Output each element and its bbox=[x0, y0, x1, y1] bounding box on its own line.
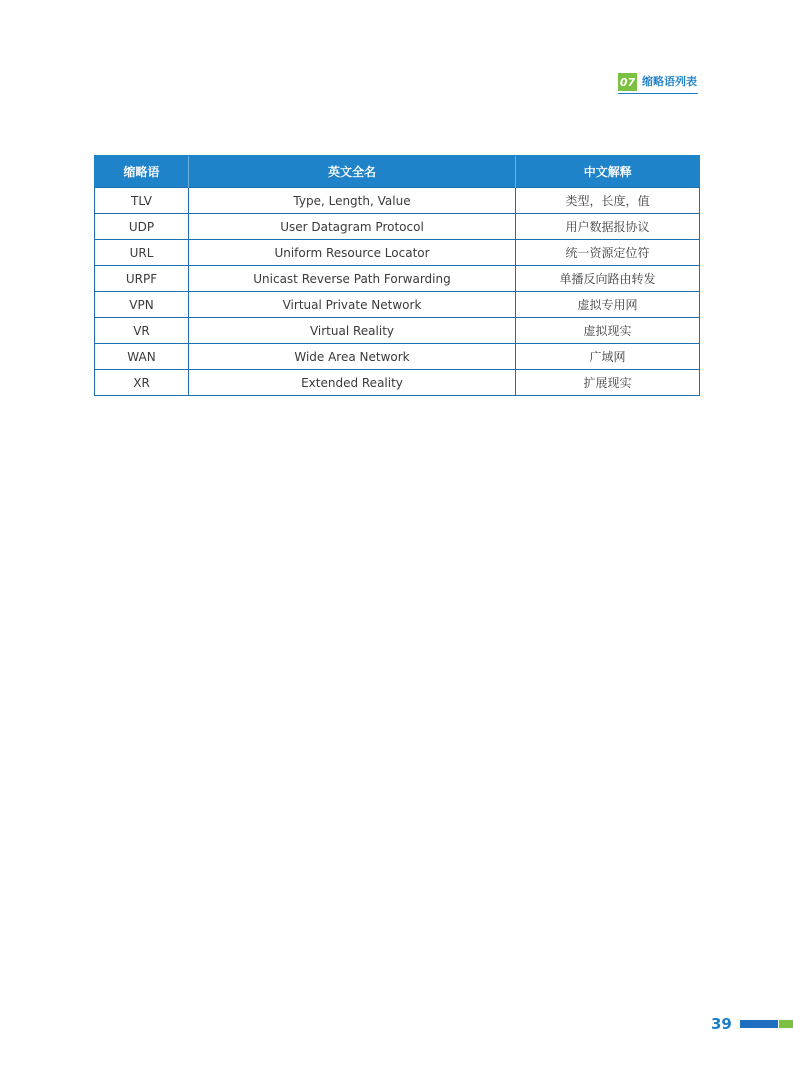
abbreviation-cell: WAN bbox=[95, 344, 189, 370]
english-name-cell: Wide Area Network bbox=[189, 344, 516, 370]
english-name-cell: User Datagram Protocol bbox=[189, 214, 516, 240]
section-title: 缩略语列表 bbox=[642, 75, 697, 88]
abbreviation-cell: UDP bbox=[95, 214, 189, 240]
table-row bbox=[95, 188, 700, 214]
table-row bbox=[95, 214, 700, 240]
abbreviation-cell: VR bbox=[95, 318, 189, 344]
chinese-meaning-cell: 统一资源定位符 bbox=[516, 240, 700, 266]
abbreviation-table bbox=[94, 155, 700, 396]
chinese-meaning-cell: 广域网 bbox=[516, 344, 700, 370]
table-row bbox=[95, 344, 700, 370]
page-number: 39 bbox=[711, 1015, 732, 1033]
chinese-meaning-cell: 虚拟现实 bbox=[516, 318, 700, 344]
chinese-meaning-cell: 类型，长度，值 bbox=[516, 188, 700, 214]
english-name-cell: Extended Reality bbox=[189, 370, 516, 396]
table-row bbox=[95, 266, 700, 292]
abbreviation-cell: XR bbox=[95, 370, 189, 396]
chinese-meaning-cell: 扩展现实 bbox=[516, 370, 700, 396]
column-header-abbreviation: 缩略语 bbox=[95, 156, 189, 188]
abbreviation-cell: TLV bbox=[95, 188, 189, 214]
chinese-meaning-cell: 单播反向路由转发 bbox=[516, 266, 700, 292]
english-name-cell: Unicast Reverse Path Forwarding bbox=[189, 266, 516, 292]
section-underline bbox=[618, 93, 698, 94]
english-name-cell: Virtual Reality bbox=[189, 318, 516, 344]
column-header-chinese-meaning: 中文解释 bbox=[516, 156, 700, 188]
abbreviation-cell: VPN bbox=[95, 292, 189, 318]
table-header-row bbox=[95, 156, 700, 188]
chinese-meaning-cell: 用户数据报协议 bbox=[516, 214, 700, 240]
english-name-cell: Virtual Private Network bbox=[189, 292, 516, 318]
abbreviation-cell: URL bbox=[95, 240, 189, 266]
chinese-meaning-cell: 虚拟专用网 bbox=[516, 292, 700, 318]
footer-accent-bar-green bbox=[779, 1020, 793, 1028]
english-name-cell: Uniform Resource Locator bbox=[189, 240, 516, 266]
table-row bbox=[95, 370, 700, 396]
table-row bbox=[95, 318, 700, 344]
column-header-english-name: 英文全名 bbox=[189, 156, 516, 188]
abbreviation-cell: URPF bbox=[95, 266, 189, 292]
table-row bbox=[95, 292, 700, 318]
footer-accent-bar-blue bbox=[740, 1020, 778, 1028]
section-header bbox=[618, 73, 698, 94]
table-row bbox=[95, 240, 700, 266]
section-number-badge: 07 bbox=[618, 73, 637, 91]
english-name-cell: Type, Length, Value bbox=[189, 188, 516, 214]
